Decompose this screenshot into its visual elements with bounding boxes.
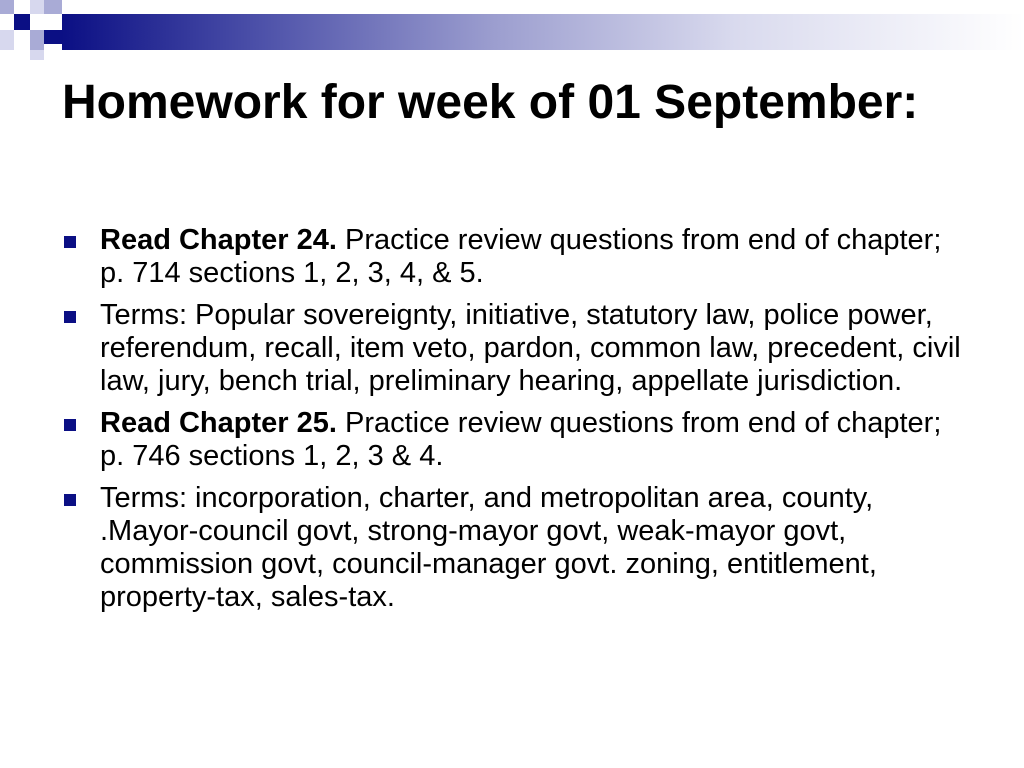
- slide-title: Homework for week of 01 September:: [62, 76, 919, 129]
- deco-square: [30, 50, 44, 60]
- bullet-heading: Read Chapter 25.: [100, 407, 337, 439]
- bullet-text: Practice review questions from end of chapter; p. 714 sections 1, 2, 3, 4, & 5.: [100, 224, 942, 289]
- bullet-item: [62, 299, 972, 398]
- square-bullet-icon: [64, 311, 76, 323]
- square-bullet-icon: [64, 236, 76, 248]
- square-bullet-icon: [64, 494, 76, 506]
- bullet-list: [62, 224, 972, 623]
- deco-square: [14, 14, 30, 30]
- deco-square: [30, 30, 44, 50]
- bullet-heading: Read Chapter 24.: [100, 224, 337, 256]
- bullet-item: [62, 407, 972, 473]
- deco-square: [44, 30, 62, 44]
- bullet-item: [62, 224, 972, 290]
- deco-square: [44, 0, 62, 14]
- deco-square: [30, 0, 44, 14]
- header-gradient-bar: [62, 14, 1024, 50]
- bullet-item: [62, 482, 972, 614]
- bullet-text: Terms: incorporation, charter, and metropolitan area, county, .Mayor-council govt, strong-mayor govt, weak-mayor govt, commission govt, council-manager govt. zoning, entitlement, property-tax, sales-tax.: [100, 482, 877, 613]
- header-decoration: [0, 0, 1024, 60]
- deco-square: [0, 0, 14, 14]
- deco-square: [0, 30, 14, 50]
- square-bullet-icon: [64, 419, 76, 431]
- bullet-text: Terms: Popular sovereignty, initiative, statutory law, police power, referendum, recall, item veto, pardon, common law, precedent, civil law, jury, bench trial, preliminary hearing, appellate jurisdiction.: [100, 299, 961, 397]
- bullet-text: Practice review questions from end of chapter; p. 746 sections 1, 2, 3 & 4.: [100, 407, 942, 472]
